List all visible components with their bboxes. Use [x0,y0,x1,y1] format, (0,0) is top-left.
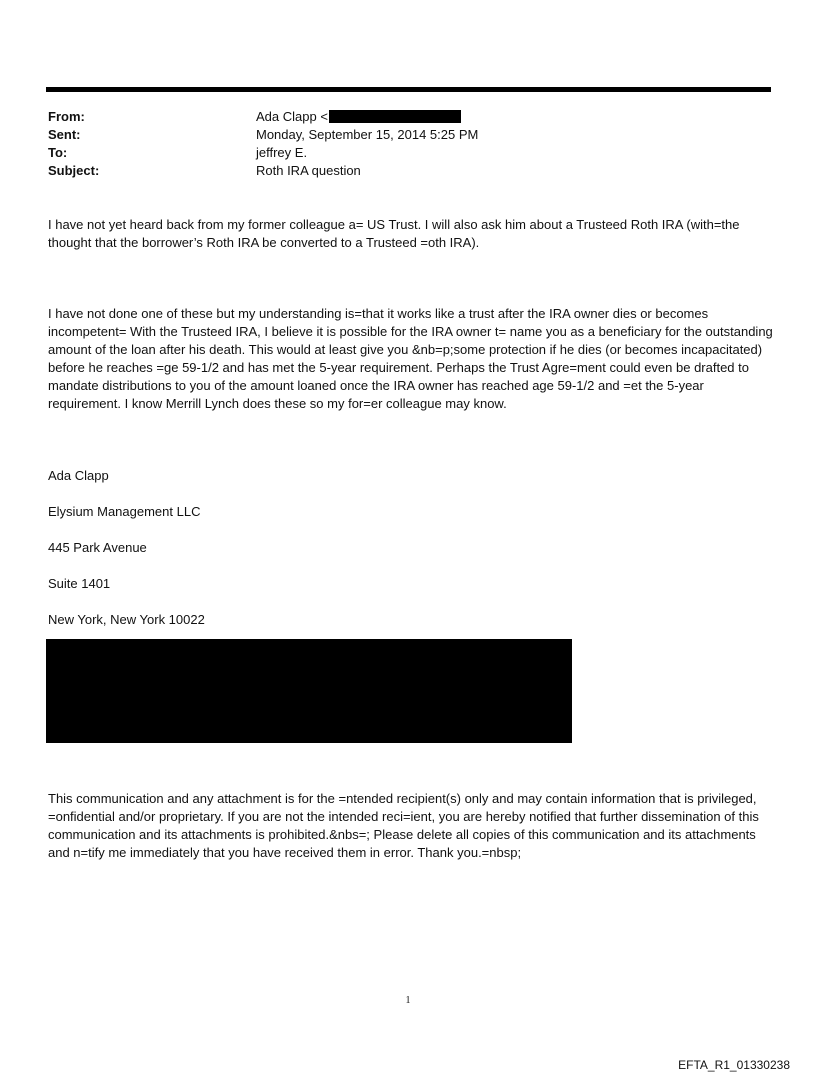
from-name: Ada Clapp < [256,109,328,124]
body-paragraph-2: I have not done one of these but my understanding is=that it works like a trust after the IRA owner dies or becomes incompetent= With the Trusteed IRA, I believe it is possible for the IRA owner t= name you as a beneficiary for the outstanding amount of the loan after his death. This would at least give you &nb=p;some protection if he dies (or becomes incapacitated) before he reaches =ge 59-1/2 and has met the 5-year requirement. Perhaps the Trust Agre=ment could even be drafted to mandate distributions to you of the amount loaned once the IRA owner has reached age 59-1/2 and =et the 5-year requirement. I know Merrill Lynch does these so my for=er colleague may know. [48,306,773,411]
signature-city-line: New York, New York 10022 [48,612,205,627]
from-label: From: [48,109,85,124]
to-label: To: [48,145,68,160]
body-paragraph-1: I have not yet heard back from my former colleague a= US Trust. I will also ask him about a Trusteed Roth IRA (with=the thought that the borrower’s Roth IRA be converted to a Trusteed =oth IRA). [48,217,740,250]
email-address-redaction [329,110,461,123]
subject-row [48,162,768,180]
from-value [256,108,768,126]
signature-address-line-2: Suite 1401 [48,576,111,591]
signature-address-line-1: 445 Park Avenue [48,540,147,555]
signature-name: Ada Clapp [48,468,109,483]
subject-label: Subject: [48,163,100,178]
to-value: jeffrey E. [256,145,308,160]
subject-value: Roth IRA question [256,163,361,178]
sent-row [48,126,768,144]
page-number: 1 [405,995,411,1006]
header-divider [46,87,771,92]
from-row [48,108,768,126]
email-header [48,108,768,180]
redaction-block [46,639,572,743]
sent-label: Sent: [48,127,81,142]
disclaimer-paragraph: This communication and any attachment is for the =ntended recipient(s) only and may contain information that is privileged, =onfidential and/or proprietary. If you are not the intended reci=ient, you are hereby notified that further dissemination of this communication and its attachments is prohibited.&nbs=; Please delete all copies of this communication and its attachments and n=tify me immediately that you have received them in error. Thank you.=nbsp; [48,791,759,860]
bates-number: EFTA_R1_01330238 [678,1058,790,1072]
sent-value: Monday, September 15, 2014 5:25 PM [256,127,479,142]
signature-company: Elysium Management LLC [48,504,201,519]
to-row [48,144,768,162]
